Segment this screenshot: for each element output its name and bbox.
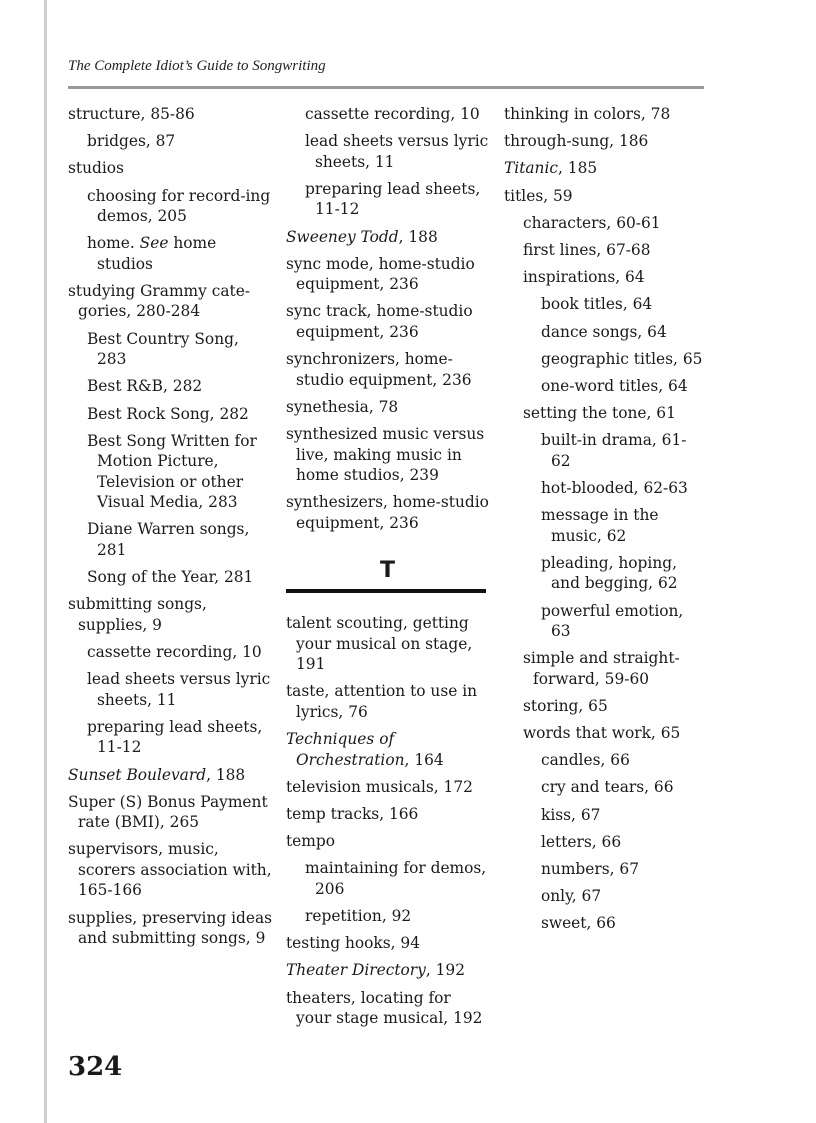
index-entry: kiss, 67 [541,805,601,824]
index-entry: words that work, 65 [523,724,681,743]
index-entry: choosing for record-ing demos, 205 [87,186,271,226]
index-entry: cassette recording, 10 [305,105,480,123]
index-entry: temp tracks, 166 [286,804,419,823]
index-entry: structure, 85-86 [68,105,195,123]
index-entry: storing, 65 [523,696,608,715]
index-entry: theaters, locating for your stage musical, 192 [286,988,483,1028]
index-entry: lead sheets versus lyric sheets, 11 [305,132,489,171]
index-entry: Diane Warren songs, 281 [87,520,250,559]
index-entry: cassette recording, 10 [87,642,262,661]
section-rule [286,589,486,593]
page-edge-rule [44,0,47,1123]
index-entry-italic-text: Sunset Boulevard [68,765,207,784]
index-entry: studying Grammy cate-gories, 280-284 [68,281,251,321]
index-entry: submitting songs, supplies, 9 [68,595,207,634]
index-entry: supplies, preserving ideas and submitting songs, 9 [68,908,273,948]
index-entry: testing hooks, 94 [286,934,420,953]
header-rule [68,86,704,89]
index-entry-text: , 185 [558,159,598,178]
index-entry [504,158,704,179]
index-entry: Super (S) Bonus Payment rate (BMI), 265 [68,792,268,832]
index-entry: letters, 66 [541,832,622,851]
index-entry: lead sheets versus lyric sheets, 11 [87,670,271,709]
index-entry: Best Rock Song, 282 [87,404,249,423]
index-entry: inspirations, 64 [523,268,645,287]
index-entry [87,233,273,274]
index-column-3 [504,104,704,941]
index-entry: book titles, 64 [541,295,653,314]
index-entry: powerful emotion, 63 [541,601,684,640]
index-entry-italic-text: Theater Directory [286,961,426,980]
index-entry: first lines, 67-68 [523,240,651,259]
index-entry: taste, attention to use in lyrics, 76 [286,682,478,721]
index-entry [286,227,489,248]
index-entry: thinking in colors, 78 [504,105,671,123]
index-entry: cry and tears, 66 [541,778,674,797]
index-entry: Best Song Written for Motion Picture, Television or other Visual Media, 283 [87,431,257,512]
index-entry: synchronizers, home-studio equipment, 236 [286,350,472,389]
index-entry: repetition, 92 [305,907,412,925]
index-entry-italic-text: See [139,234,169,253]
index-entry: Song of the Year, 281 [87,568,254,587]
index-entry: only, 67 [541,887,602,906]
index-entry-text: home studios [97,234,217,273]
index-entry: synthesized music versus live, making music in home studios, 239 [286,425,485,484]
index-entry [286,960,489,981]
index-entry: sync track, home-studio equipment, 236 [286,302,473,341]
section-header-t [286,559,489,593]
index-entry: television musicals, 172 [286,777,473,796]
index-entry: candles, 66 [541,751,630,770]
index-entry: sync mode, home-studio equipment, 236 [286,254,475,294]
index-entry: numbers, 67 [541,860,640,878]
index-entry-text: home. [87,234,140,253]
index-entry-italic-text: Techniques of Orchestration [286,730,405,769]
index-entry: bridges, 87 [87,132,176,151]
index-entry: pleading, hoping, and begging, 62 [541,553,678,593]
index-entry: supervisors, music, scorers association with, 165-166 [68,840,272,900]
index-entry: preparing lead sheets, 11-12 [305,179,481,219]
index-entry: one-word titles, 64 [541,376,688,395]
index-entry-text: , 164 [404,750,444,769]
index-entry: synethesia, 78 [286,397,399,416]
index-entry: Best R&B, 282 [87,377,203,396]
index-entry-text: , 188 [398,227,438,246]
index-entry: tempo [286,832,336,851]
index-entry: titles, 59 [504,186,573,205]
index-entry: sweet, 66 [541,914,616,933]
index-entry: hot-blooded, 62-63 [541,478,688,497]
index-entry: talent scouting, getting your musical on stage, 191 [286,614,473,674]
index-entry: built-in drama, 61-62 [541,431,687,470]
index-entry: synthesizers, home-studio equipment, 236 [286,493,489,532]
index-entry [68,765,273,786]
index-entry: Best Country Song, 283 [87,329,239,369]
index-entry [286,729,489,770]
index-entry: maintaining for demos, 206 [305,859,487,898]
index-entry: studios [68,159,124,178]
index-entry-text: , 192 [425,961,466,980]
index-entry: dance songs, 64 [541,322,667,341]
index-entry: preparing lead sheets, 11-12 [87,717,263,757]
index-entry-text: , 188 [206,765,246,784]
index-entry: setting the tone, 61 [523,404,676,423]
section-letter: T [379,558,395,584]
index-entry-italic-text: Sweeney Todd [286,227,399,246]
index-entry: simple and straight-forward, 59-60 [523,649,680,688]
index-entry-italic-text: Titanic [504,159,559,178]
index-column-1 [68,104,273,955]
index-entry: geographic titles, 65 [541,349,703,368]
page-number: 324 [68,1052,123,1082]
index-entry: message in the music, 62 [541,506,659,545]
running-head: The Complete Idiot’s Guide to Songwriting [68,58,326,74]
index-entry: through-sung, 186 [504,132,649,151]
index-column-2 [286,104,489,1035]
index-entry: characters, 60-61 [523,213,661,232]
